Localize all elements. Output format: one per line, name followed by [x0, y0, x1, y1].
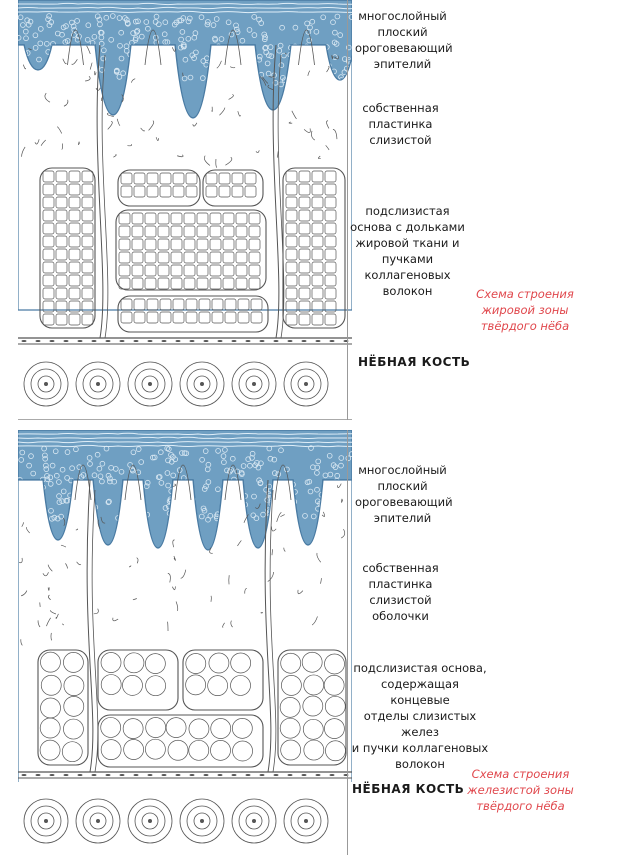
- fat-cell: [186, 312, 197, 323]
- haversian-canal: [148, 819, 152, 823]
- label-epithelium: многослойный плоский ороговевающий эпителий: [355, 9, 453, 71]
- periosteum-cell: [50, 774, 55, 776]
- periosteum-cell: [92, 340, 97, 342]
- fat-cell: [82, 314, 93, 325]
- label-epithelium: многослойный плоский ороговевающий эпителий: [355, 463, 453, 525]
- caption-glandular-zone: Схема строения железистой зоны твёрдого нёба: [467, 767, 574, 813]
- fat-cell: [56, 314, 67, 325]
- fat-cell: [325, 314, 336, 325]
- haversian-canal: [252, 819, 256, 823]
- periosteum-cell: [302, 774, 307, 776]
- haversian-canal: [304, 382, 308, 386]
- haversian-canal: [304, 819, 308, 823]
- periosteum-cell: [134, 774, 139, 776]
- label-divider: [347, 430, 348, 855]
- periosteum-cell: [316, 340, 321, 342]
- periosteum-cell: [260, 774, 265, 776]
- periosteum-cell: [106, 340, 111, 342]
- periosteum-cell: [120, 340, 125, 342]
- haversian-canal: [96, 382, 100, 386]
- haversian-canal: [252, 382, 256, 386]
- fat-cell: [173, 312, 184, 323]
- fat-cell: [147, 312, 158, 323]
- diagram-fatty-zone: [18, 0, 352, 420]
- fat-cell: [225, 312, 236, 323]
- haversian-canal: [200, 819, 204, 823]
- periosteum-cell: [92, 774, 97, 776]
- periosteum-cell: [204, 774, 209, 776]
- haversian-canal: [200, 382, 204, 386]
- periosteum-cell: [274, 340, 279, 342]
- periosteum-cell: [190, 774, 195, 776]
- fat-cell: [43, 314, 54, 325]
- periosteum-cell: [260, 340, 265, 342]
- periosteum-cell: [78, 774, 83, 776]
- label-palatine-bone: НЁБНАЯ КОСТЬ: [358, 355, 471, 369]
- periosteum-cell: [120, 774, 125, 776]
- label-palatine-bone: НЁБНАЯ КОСТЬ: [352, 782, 465, 796]
- haversian-canal: [96, 819, 100, 823]
- fat-cell: [199, 312, 210, 323]
- fat-cell: [312, 314, 323, 325]
- periosteum-cell: [288, 340, 293, 342]
- periosteum-cell: [274, 774, 279, 776]
- periosteum-cell: [218, 774, 223, 776]
- periosteum-cell: [162, 774, 167, 776]
- periosteum-cell: [36, 340, 41, 342]
- periosteum-cell: [302, 340, 307, 342]
- periosteum-cell: [330, 774, 335, 776]
- diagram-glandular-zone: [18, 430, 352, 855]
- periosteum-cell: [148, 774, 153, 776]
- haversian-canal: [148, 382, 152, 386]
- periosteum-cell: [162, 340, 167, 342]
- periosteum-cell: [176, 774, 181, 776]
- periosteum-cell: [330, 340, 335, 342]
- fat-cell: [69, 314, 80, 325]
- periosteum-cell: [204, 340, 209, 342]
- fat-cell: [212, 312, 223, 323]
- periosteum-cell: [106, 774, 111, 776]
- glandular-zone-illustration: [18, 430, 352, 855]
- fat-cell: [121, 312, 132, 323]
- fat-cell: [134, 312, 145, 323]
- fatty-zone-illustration: [18, 0, 352, 420]
- fat-cell: [160, 312, 171, 323]
- periosteum-cell: [22, 774, 27, 776]
- haversian-canal: [44, 819, 48, 823]
- fat-cell: [251, 312, 262, 323]
- label-lamina-propria: собственная пластинка слизистой оболочки: [362, 561, 439, 623]
- periosteum-cell: [64, 340, 69, 342]
- fat-cell: [286, 314, 297, 325]
- caption-fatty-zone: Схема строения жировой зоны твёрдого нёба: [476, 287, 574, 333]
- periosteum-cell: [36, 774, 41, 776]
- haversian-canal: [44, 382, 48, 386]
- fat-cell: [238, 312, 249, 323]
- label-lamina-propria: собственная пластинка слизистой: [362, 101, 439, 147]
- label-submucosa: подслизистая основа с дольками жировой ткани и пучками коллагеновых волокон: [350, 204, 465, 298]
- periosteum-cell: [316, 774, 321, 776]
- periosteum-cell: [246, 774, 251, 776]
- periosteum-cell: [232, 774, 237, 776]
- periosteum-cell: [246, 340, 251, 342]
- label-submucosa: подслизистая основа, содержащая концевые отделы слизистых желез и пучки коллагеновых волокон: [351, 661, 489, 771]
- periosteum-cell: [148, 340, 153, 342]
- periosteum-cell: [218, 340, 223, 342]
- periosteum-cell: [176, 340, 181, 342]
- periosteum-cell: [232, 340, 237, 342]
- periosteum-cell: [190, 340, 195, 342]
- label-divider: [347, 0, 348, 420]
- periosteum-cell: [22, 340, 27, 342]
- periosteum-cell: [50, 340, 55, 342]
- periosteum-cell: [64, 774, 69, 776]
- periosteum-cell: [78, 340, 83, 342]
- periosteum-cell: [134, 340, 139, 342]
- periosteum-cell: [288, 774, 293, 776]
- fat-cell: [299, 314, 310, 325]
